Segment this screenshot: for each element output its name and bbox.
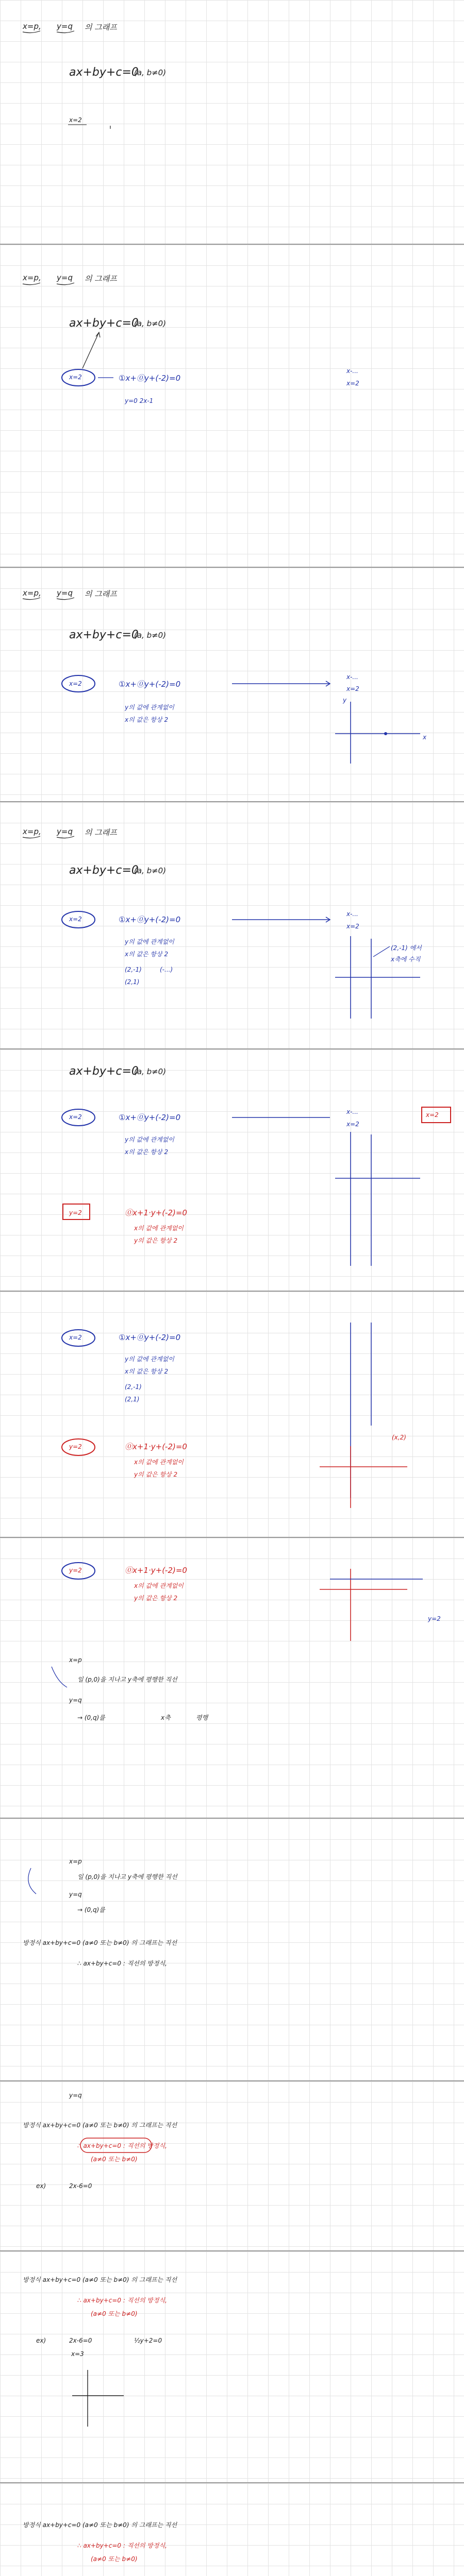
summary-line-2: ∴ ax+by+c=0 : 직선의 방정식,	[77, 2297, 167, 2304]
general-equation: ax+by+c=0	[69, 864, 139, 877]
coefficient-form: ①x+⓪y+(-2)=0	[119, 915, 181, 924]
graph-axis-x: x	[423, 734, 427, 741]
general-equation: ax+by+c=0	[69, 317, 139, 330]
page-7-ink	[0, 1538, 464, 1819]
y-coefficient-form: ⓪x+1·y+(-2)=0	[125, 1566, 187, 1575]
arrow-label-2: x=2	[346, 923, 359, 930]
arrow-label: x-...	[346, 1108, 358, 1115]
title-tail: 의 그래프	[85, 274, 117, 283]
equation-condition: (a, b≠0)	[134, 319, 167, 328]
title-tail: 의 그래프	[85, 828, 117, 837]
x-equals-2-circled: x=2	[69, 374, 82, 381]
example-equation-2: ½y+2=0	[134, 2337, 162, 2344]
x-equals-2: x=2	[69, 116, 82, 124]
key-point-5: x축	[161, 1714, 171, 1721]
key-point-3: y=q	[69, 2092, 82, 2099]
equation-condition: (a, b≠0)	[134, 866, 167, 875]
example-equation: 2x-6=0	[69, 2337, 92, 2344]
page-8-ink	[0, 1819, 464, 2081]
page-4-ink	[0, 802, 464, 1049]
y-value-note: y=0 2x-1	[125, 397, 154, 404]
condition-line-2: x의 값은 항상 2	[125, 1148, 169, 1156]
x-equals-2-circled: x=2	[69, 680, 82, 687]
condition-line-2: x의 값은 항상 2	[125, 716, 169, 723]
summary-line-1: 방정식 ax+by+c=0 (a≠0 또는 b≠0) 의 그래프는 직선	[23, 2276, 177, 2283]
condition-line-2: x의 값은 항상 2	[125, 1368, 169, 1375]
point-2-1: (2,1)	[125, 1396, 140, 1403]
note-page-11	[0, 2483, 464, 2576]
x-equals-2-circled: x=2	[69, 1113, 82, 1121]
title-x-eq-p: x=p,	[23, 827, 41, 836]
arrow-label: x-...	[346, 367, 358, 375]
key-point-4: → (0,q)를	[77, 1714, 105, 1721]
page-5-ink	[0, 1049, 464, 1292]
note-page-2	[0, 245, 464, 568]
title-tail: 의 그래프	[85, 589, 117, 599]
summary-line-1: 방정식 ax+by+c=0 (a≠0 또는 b≠0) 의 그래프는 직선	[23, 2122, 177, 2129]
example-label: ex)	[36, 2337, 46, 2344]
point-tail: (-...)	[160, 966, 173, 973]
y-equals-2-boxed: y=2	[69, 1209, 82, 1216]
condition-line-1: y의 값에 관계없이	[125, 704, 174, 711]
summary-line-3: (a≠0 또는 b≠0)	[91, 2555, 138, 2563]
note-page-10	[0, 2251, 464, 2483]
summary-line-3: (a≠0 또는 b≠0)	[91, 2156, 138, 2163]
point-2-minus-1: (2,-1)	[125, 1383, 142, 1391]
key-point-4: → (0,q)를	[77, 1906, 105, 1913]
red-x-eq-2-box: x=2	[426, 1111, 439, 1118]
condition-line-1: y의 값에 관계없이	[125, 1355, 174, 1363]
summary-line-2: ∴ ax+by+c=0 : 직선의 방정식,	[77, 2142, 167, 2149]
key-point-6: 평행	[196, 1714, 208, 1721]
summary-line-1: 방정식 ax+by+c=0 (a≠0 또는 b≠0) 의 그래프는 직선	[23, 2521, 177, 2529]
key-point-3: y=q	[69, 1697, 82, 1704]
equation-condition: (a, b≠0)	[134, 1067, 167, 1076]
condition-line-2: x의 값은 항상 2	[125, 951, 169, 958]
y-condition-line-2: y의 값은 항상 2	[134, 1595, 178, 1602]
page-9-ink	[0, 2081, 464, 2251]
pointer-label-2: x축에 수직	[391, 956, 421, 963]
y-condition-line-1: x의 값에 관계없이	[134, 1582, 184, 1589]
key-point-3: y=q	[69, 1891, 82, 1898]
example-solution-1: x=3	[71, 2350, 84, 2358]
key-point-2: 일 (p,0)을 지나고 y축에 평행한 직선	[77, 1873, 177, 1880]
title-x-eq-p: x=p,	[23, 22, 41, 31]
title-y-eq-q: y=q	[57, 827, 73, 836]
title-x-eq-p: x=p,	[23, 588, 41, 598]
title-y-eq-q: y=q	[57, 273, 73, 282]
note-page-6	[0, 1292, 464, 1538]
y-equals-2-circled: y=2	[69, 1567, 82, 1574]
summary-line-2: ∴ ax+by+c=0 : 직선의 방정식,	[77, 2542, 167, 2549]
y-condition-line-1: x의 값에 관계없이	[134, 1459, 184, 1466]
page-3-ink	[0, 568, 464, 802]
key-point-1: x=p	[69, 1858, 82, 1865]
coefficient-form: ①x+⓪y+(-2)=0	[119, 1113, 181, 1122]
y-condition-line-2: y의 값은 항상 2	[134, 1471, 178, 1478]
point-2-minus-1: (2,-1)	[125, 966, 142, 973]
condition-line-1: y의 값에 관계없이	[125, 1136, 174, 1143]
x-equals-2-circled: x=2	[69, 916, 82, 923]
y-equals-2-circled: y=2	[69, 1443, 82, 1450]
note-page-1	[0, 0, 464, 245]
page-10-ink	[0, 2251, 464, 2483]
example-equation: 2x-6=0	[69, 2182, 92, 2190]
summary-line-1: 방정식 ax+by+c=0 (a≠0 또는 b≠0) 의 그래프는 직선	[23, 1939, 177, 1946]
note-page-9	[0, 2081, 464, 2251]
title-y-eq-q: y=q	[57, 22, 73, 31]
key-point-1: x=p	[69, 1656, 82, 1664]
arrow-label-2: x=2	[346, 685, 359, 692]
note-page-8	[0, 1819, 464, 2081]
general-equation: ax+by+c=0	[69, 629, 139, 641]
coefficient-form: ①x+⓪y+(-2)=0	[119, 1333, 181, 1342]
general-equation: ax+by+c=0	[69, 66, 139, 79]
title-tail: 의 그래프	[85, 23, 117, 32]
example-label: ex)	[36, 2182, 46, 2190]
y-condition-line-1: x의 값에 관계없이	[134, 1225, 184, 1232]
coefficient-form: ①x+⓪y+(-2)=0	[119, 680, 181, 689]
summary-line-2: ∴ ax+by+c=0 : 직선의 방정식,	[77, 1960, 167, 1967]
general-equation: ax+by+c=0	[69, 1065, 139, 1078]
arrow-label: x-...	[346, 673, 358, 681]
arrow-label-2: x=2	[346, 380, 359, 387]
y-coefficient-form: ⓪x+1·y+(-2)=0	[125, 1442, 187, 1451]
summary-line-3: (a≠0 또는 b≠0)	[91, 2310, 138, 2317]
y-condition-line-2: y의 값은 항상 2	[134, 1237, 178, 1244]
x-equals-2-circled: x=2	[69, 1334, 82, 1341]
y-coefficient-form: ⓪x+1·y+(-2)=0	[125, 1208, 187, 1217]
key-point-2: 일 (p,0)을 지나고 y축에 평행한 직선	[77, 1676, 177, 1683]
note-page-5	[0, 1049, 464, 1292]
page-11-ink	[0, 2483, 464, 2576]
y-axis-label: y=2	[428, 1615, 441, 1622]
note-page-7	[0, 1538, 464, 1819]
page-2-ink	[0, 245, 464, 568]
arrow-label: x-...	[346, 910, 358, 918]
title-x-eq-p: x=p,	[23, 273, 41, 282]
title-y-eq-q: y=q	[57, 588, 73, 598]
page-1-ink	[0, 0, 464, 245]
note-page-3	[0, 568, 464, 802]
arrow-label-2: x=2	[346, 1121, 359, 1128]
equation-condition: (a, b≠0)	[134, 631, 167, 640]
red-point-label: (x,2)	[392, 1434, 406, 1441]
coefficient-form: ①x+⓪y+(-2)=0	[119, 374, 181, 383]
note-page-4	[0, 802, 464, 1049]
condition-line-1: y의 값에 관계없이	[125, 938, 174, 945]
pointer-label: (2,-1) 에서	[391, 944, 422, 952]
page-6-ink	[0, 1292, 464, 1538]
graph-axis-y: y	[343, 697, 347, 704]
equation-condition: (a, b≠0)	[134, 68, 167, 77]
point-2-1: (2,1)	[125, 978, 140, 986]
